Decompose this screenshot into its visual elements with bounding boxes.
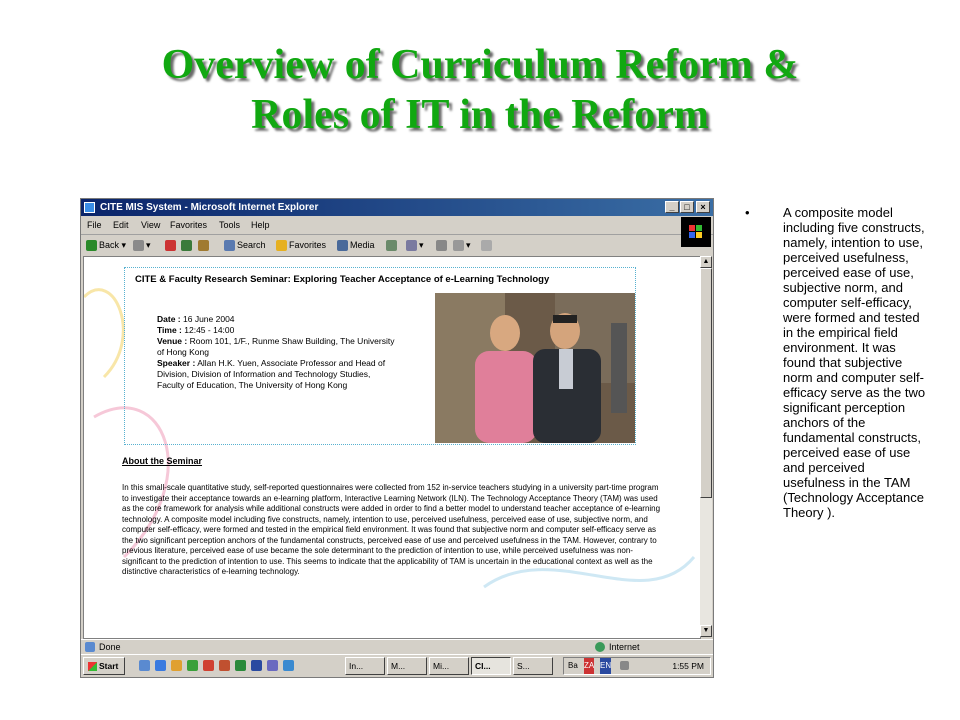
task-label-1: In... <box>349 661 364 671</box>
print-icon <box>436 240 447 251</box>
stop-icon <box>165 240 176 251</box>
taskbar <box>81 654 713 678</box>
forward-button[interactable]: ▾ <box>133 235 151 255</box>
seminar-title: CITE & Faculty Research Seminar: Exploring Teacher Acceptance of e-Learning Technology <box>135 274 550 285</box>
close-button[interactable]: × <box>696 201 710 213</box>
status-text: Done <box>99 642 121 652</box>
menu-bar <box>81 216 713 235</box>
back-arrow-icon <box>86 240 97 251</box>
quicklaunch-messenger-icon[interactable] <box>283 660 294 671</box>
bullet-icon: • <box>745 205 750 220</box>
home-icon <box>198 240 209 251</box>
mail-button[interactable]: ▾ <box>406 235 424 255</box>
ie-icon <box>84 202 95 213</box>
menu-edit[interactable]: Edit <box>113 220 129 230</box>
tray-ba[interactable]: Ba <box>568 661 578 670</box>
scroll-thumb[interactable] <box>700 268 712 498</box>
speakers-photo <box>435 293 635 443</box>
task-label-3: Mi... <box>433 661 450 671</box>
history-button[interactable] <box>386 235 399 255</box>
speaker-label: Speaker : <box>157 358 196 368</box>
page-content <box>83 256 701 639</box>
quicklaunch-app-icon[interactable] <box>203 660 214 671</box>
slide-title-line-1: Overview of Curriculum Reform & <box>161 42 799 88</box>
bullet-point <box>745 205 927 520</box>
search-label: Search <box>237 240 266 250</box>
stop-button[interactable] <box>165 235 178 255</box>
page-done-icon <box>85 642 95 652</box>
task-button-4[interactable] <box>471 657 511 675</box>
print-button[interactable] <box>436 235 449 255</box>
start-label: Start <box>99 661 119 671</box>
discuss-icon <box>481 240 492 251</box>
history-icon <box>386 240 397 251</box>
menu-help[interactable]: Help <box>251 220 270 230</box>
menu-view[interactable]: View <box>141 220 161 230</box>
search-icon <box>224 240 235 251</box>
system-tray <box>563 657 711 675</box>
refresh-icon <box>181 240 192 251</box>
edit-icon <box>453 240 464 251</box>
browser-toolbar <box>81 235 681 255</box>
mail-icon <box>406 240 417 251</box>
date-value: 16 June 2004 <box>183 314 235 324</box>
edit-button[interactable]: ▾ <box>453 235 471 255</box>
taskbar-clock: 1:55 PM <box>672 661 704 671</box>
tray-za[interactable]: ZA <box>584 658 594 674</box>
quicklaunch-word-icon[interactable] <box>251 660 262 671</box>
task-button-2[interactable] <box>387 657 427 675</box>
zone-text: Internet <box>609 642 640 652</box>
quicklaunch-find-icon[interactable] <box>267 660 278 671</box>
browser-window <box>80 198 714 678</box>
venue-value: Room 101, 1/F., Runme Shaw Building, The University of Hong Kong <box>157 336 395 357</box>
about-body: In this small-scale quantitative study, self-reported questionnaires were collected from 152 in-service teachers studying in a university part-time program to investigate their acceptance towards an e-learning platform, Interactive Learning Network (ILN). The Technology Acceptance Theory (TAM) was used as the core framework for analysis while additional constructs were added in order to find a better model to understand teacher acceptance of e-learning technology. A composite model including five constructs, namely, intention to use, perceived usefulness, perceived ease of use, subjective norm, and computer self-efficacy, were formed and tested in the empirical field environment. It was found that subjective norm and computer self-efficacy serve as the two significant perception anchors of the fundamental constructs, perceived ease of use and perceived usefulness in the TAM. However, contrary to previous literature, perceived ease of use became the sole determinant to the prediction of intention to use, while perceived usefulness was non-significant to the prediction of intention to use. This seems to indicate that the applicability of TAM is uncertain in the educational context as well as the distinctive characteristics of e-learning technology. <box>122 483 661 576</box>
media-label: Media <box>350 240 375 250</box>
refresh-button[interactable] <box>181 235 194 255</box>
home-button[interactable] <box>198 235 211 255</box>
back-label: Back <box>99 240 120 250</box>
search-button[interactable] <box>224 235 266 255</box>
internet-zone-icon <box>595 642 605 652</box>
start-button[interactable] <box>83 657 125 675</box>
media-button[interactable] <box>337 235 375 255</box>
minimize-button[interactable]: _ <box>665 201 679 213</box>
venue-label: Venue : <box>157 336 188 346</box>
quicklaunch-powerpoint-icon[interactable] <box>219 660 230 671</box>
windows-flag-icon <box>88 662 97 671</box>
menu-tools[interactable]: Tools <box>219 220 241 230</box>
volume-icon[interactable] <box>620 661 629 670</box>
seminar-card <box>124 267 636 445</box>
discuss-button[interactable] <box>481 235 494 255</box>
favorites-label: Favorites <box>289 240 327 250</box>
favorites-button[interactable] <box>276 235 326 255</box>
quicklaunch-outlook-icon[interactable] <box>171 660 182 671</box>
status-bar <box>81 639 713 654</box>
about-heading: About the Seminar <box>122 456 203 466</box>
task-label-4: CI... <box>475 661 491 671</box>
slide-title <box>60 40 900 140</box>
scroll-down-icon[interactable]: ▼ <box>700 625 712 637</box>
bullet-text: A composite model including five constructs, namely, intention to use, perceived usefulness, perceived ease of use, subjective norm, and computer self-efficacy, were formed and tested in the empirical field environment. It was found that subjective norm and computer self-efficacy serve as the two significant perception anchors of the fundamental constructs, perceived ease of use and perceived usefulness in the TAM (Technology Acceptance Theory ). <box>783 205 926 520</box>
favorites-star-icon <box>276 240 287 251</box>
tray-en[interactable]: EN <box>600 658 611 674</box>
windows-logo-icon <box>681 217 711 247</box>
date-label: Date : <box>157 314 181 324</box>
menu-favorites[interactable]: Favorites <box>170 220 208 230</box>
task-label-2: M... <box>391 661 406 671</box>
task-button-3[interactable] <box>429 657 469 675</box>
scroll-up-icon[interactable]: ▲ <box>700 256 712 268</box>
task-button-5[interactable] <box>513 657 553 675</box>
quicklaunch-desktop-icon[interactable] <box>139 660 150 671</box>
browser-titlebar <box>81 199 713 216</box>
quicklaunch-media-icon[interactable] <box>187 660 198 671</box>
time-label: Time : <box>157 325 182 335</box>
browser-window-title: CITE MIS System - Microsoft Internet Explorer <box>100 202 319 213</box>
quicklaunch-ie-icon[interactable] <box>155 660 166 671</box>
menu-file[interactable]: File <box>87 220 102 230</box>
back-button[interactable]: Back ▾ <box>86 235 126 255</box>
quicklaunch-excel-icon[interactable] <box>235 660 246 671</box>
maximize-button[interactable]: □ <box>680 201 694 213</box>
task-button-1[interactable] <box>345 657 385 675</box>
task-label-5: S... <box>517 661 530 671</box>
speaker-value: Allan H.K. Yuen, Associate Professor and Head of Division, Division of Information and Technology Studies, Faculty of Education, The University of Hong Kong <box>157 358 386 390</box>
seminar-details <box>157 314 397 391</box>
vertical-scrollbar[interactable] <box>700 256 712 637</box>
forward-arrow-icon <box>133 240 144 251</box>
media-icon <box>337 240 348 251</box>
time-value: 12:45 - 14:00 <box>184 325 235 335</box>
slide-title-line-2: Roles of IT in the Reform <box>251 92 709 138</box>
